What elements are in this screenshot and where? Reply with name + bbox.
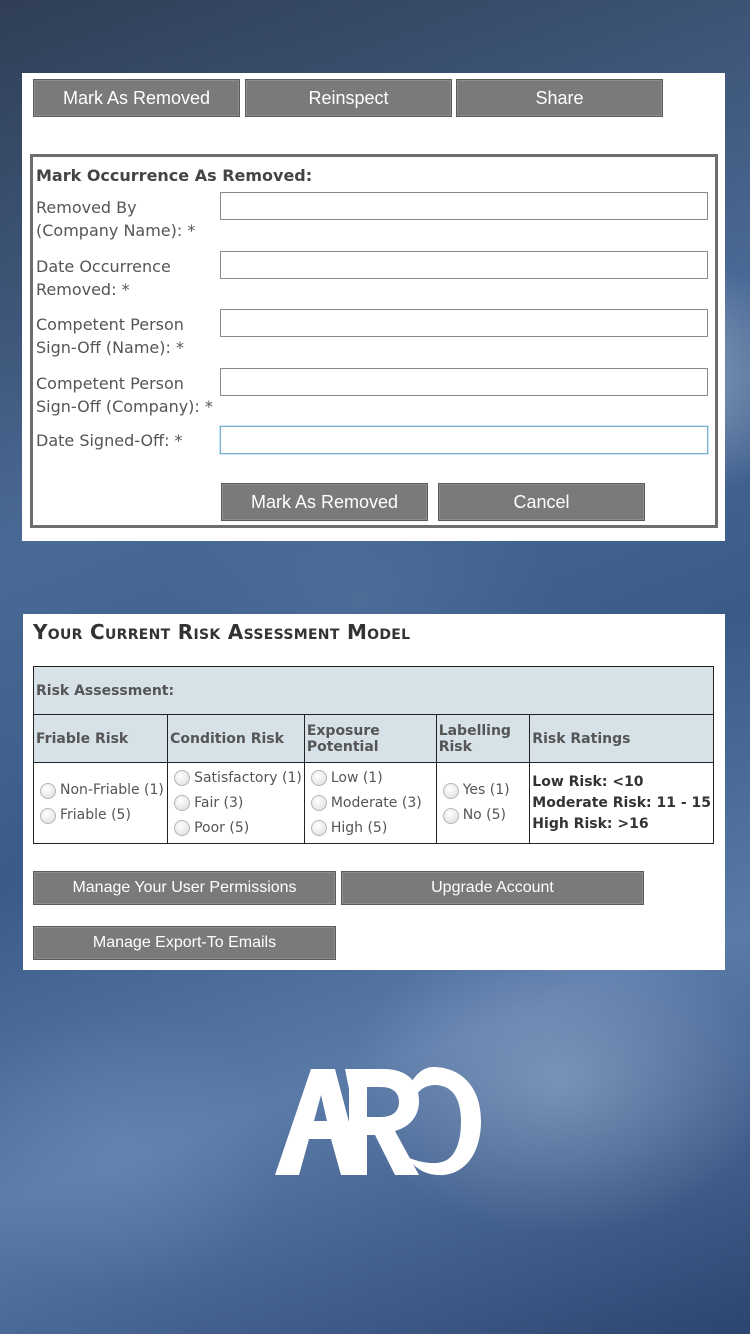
date-removed-label: Date Occurrence Removed: * <box>36 257 171 299</box>
manage-export-emails-button[interactable]: Manage Export-To Emails <box>33 926 336 960</box>
manage-permissions-button[interactable]: Manage Your User Permissions <box>33 871 336 905</box>
cancel-button[interactable]: Cancel <box>438 483 645 521</box>
radio-button[interactable] <box>311 770 327 786</box>
reinspect-button[interactable]: Reinspect <box>245 79 452 117</box>
risk-model-title: Your Current Risk Assessment Model <box>33 620 411 644</box>
radio-option[interactable]: No (5) <box>439 803 528 828</box>
radio-button[interactable] <box>174 795 190 811</box>
form-title: Mark Occurrence As Removed: <box>36 166 313 185</box>
radio-button[interactable] <box>443 808 459 824</box>
rating-moderate: Moderate Risk: 11 - 15 <box>532 794 711 811</box>
radio-option[interactable]: Moderate (3) <box>307 791 434 816</box>
labelling-options <box>436 763 530 844</box>
rating-low: Low Risk: <10 <box>532 773 644 790</box>
condition-options <box>168 763 305 844</box>
col-labelling-risk: Labelling Risk <box>436 715 530 763</box>
radio-option[interactable]: Yes (1) <box>439 778 528 803</box>
radio-button[interactable] <box>40 783 56 799</box>
col-friable-risk: Friable Risk <box>34 715 168 763</box>
radio-option[interactable]: Friable (5) <box>36 803 165 828</box>
submit-mark-removed-button[interactable]: Mark As Removed <box>221 483 428 521</box>
aro-logo <box>273 1065 483 1180</box>
radio-option[interactable]: Non-Friable (1) <box>36 778 165 803</box>
risk-panel <box>23 614 725 970</box>
date-removed-input[interactable] <box>220 251 708 279</box>
removed-by-input[interactable] <box>220 192 708 220</box>
risk-ratings <box>530 763 714 844</box>
signoff-name-input[interactable] <box>220 309 708 337</box>
col-condition-risk: Condition Risk <box>168 715 305 763</box>
radio-button[interactable] <box>443 783 459 799</box>
radio-button[interactable] <box>311 795 327 811</box>
radio-button[interactable] <box>174 770 190 786</box>
mark-as-removed-button[interactable]: Mark As Removed <box>33 79 240 117</box>
exposure-options <box>304 763 436 844</box>
rating-high: High Risk: >16 <box>532 815 649 832</box>
signoff-company-input[interactable] <box>220 368 708 396</box>
risk-table <box>33 666 714 844</box>
radio-button[interactable] <box>40 808 56 824</box>
radio-button[interactable] <box>311 820 327 836</box>
friable-options <box>34 763 168 844</box>
removal-panel <box>22 73 725 541</box>
col-risk-ratings: Risk Ratings <box>530 715 714 763</box>
radio-option[interactable]: High (5) <box>307 816 434 841</box>
date-signed-off-label: Date Signed-Off: * <box>36 431 183 450</box>
date-signed-off-input[interactable] <box>220 426 708 454</box>
radio-option[interactable]: Satisfactory (1) <box>170 766 302 791</box>
radio-option[interactable]: Poor (5) <box>170 816 302 841</box>
signoff-name-label: Competent Person Sign-Off (Name): * <box>36 315 184 357</box>
signoff-company-label: Competent Person Sign-Off (Company): * <box>36 374 213 416</box>
radio-button[interactable] <box>174 820 190 836</box>
radio-option[interactable]: Low (1) <box>307 766 434 791</box>
removed-by-label: Removed By (Company Name): * <box>36 198 196 240</box>
radio-option[interactable]: Fair (3) <box>170 791 302 816</box>
share-button[interactable]: Share <box>456 79 663 117</box>
risk-section-header: Risk Assessment: <box>34 667 714 715</box>
col-exposure-potential: Exposure Potential <box>304 715 436 763</box>
upgrade-account-button[interactable]: Upgrade Account <box>341 871 644 905</box>
